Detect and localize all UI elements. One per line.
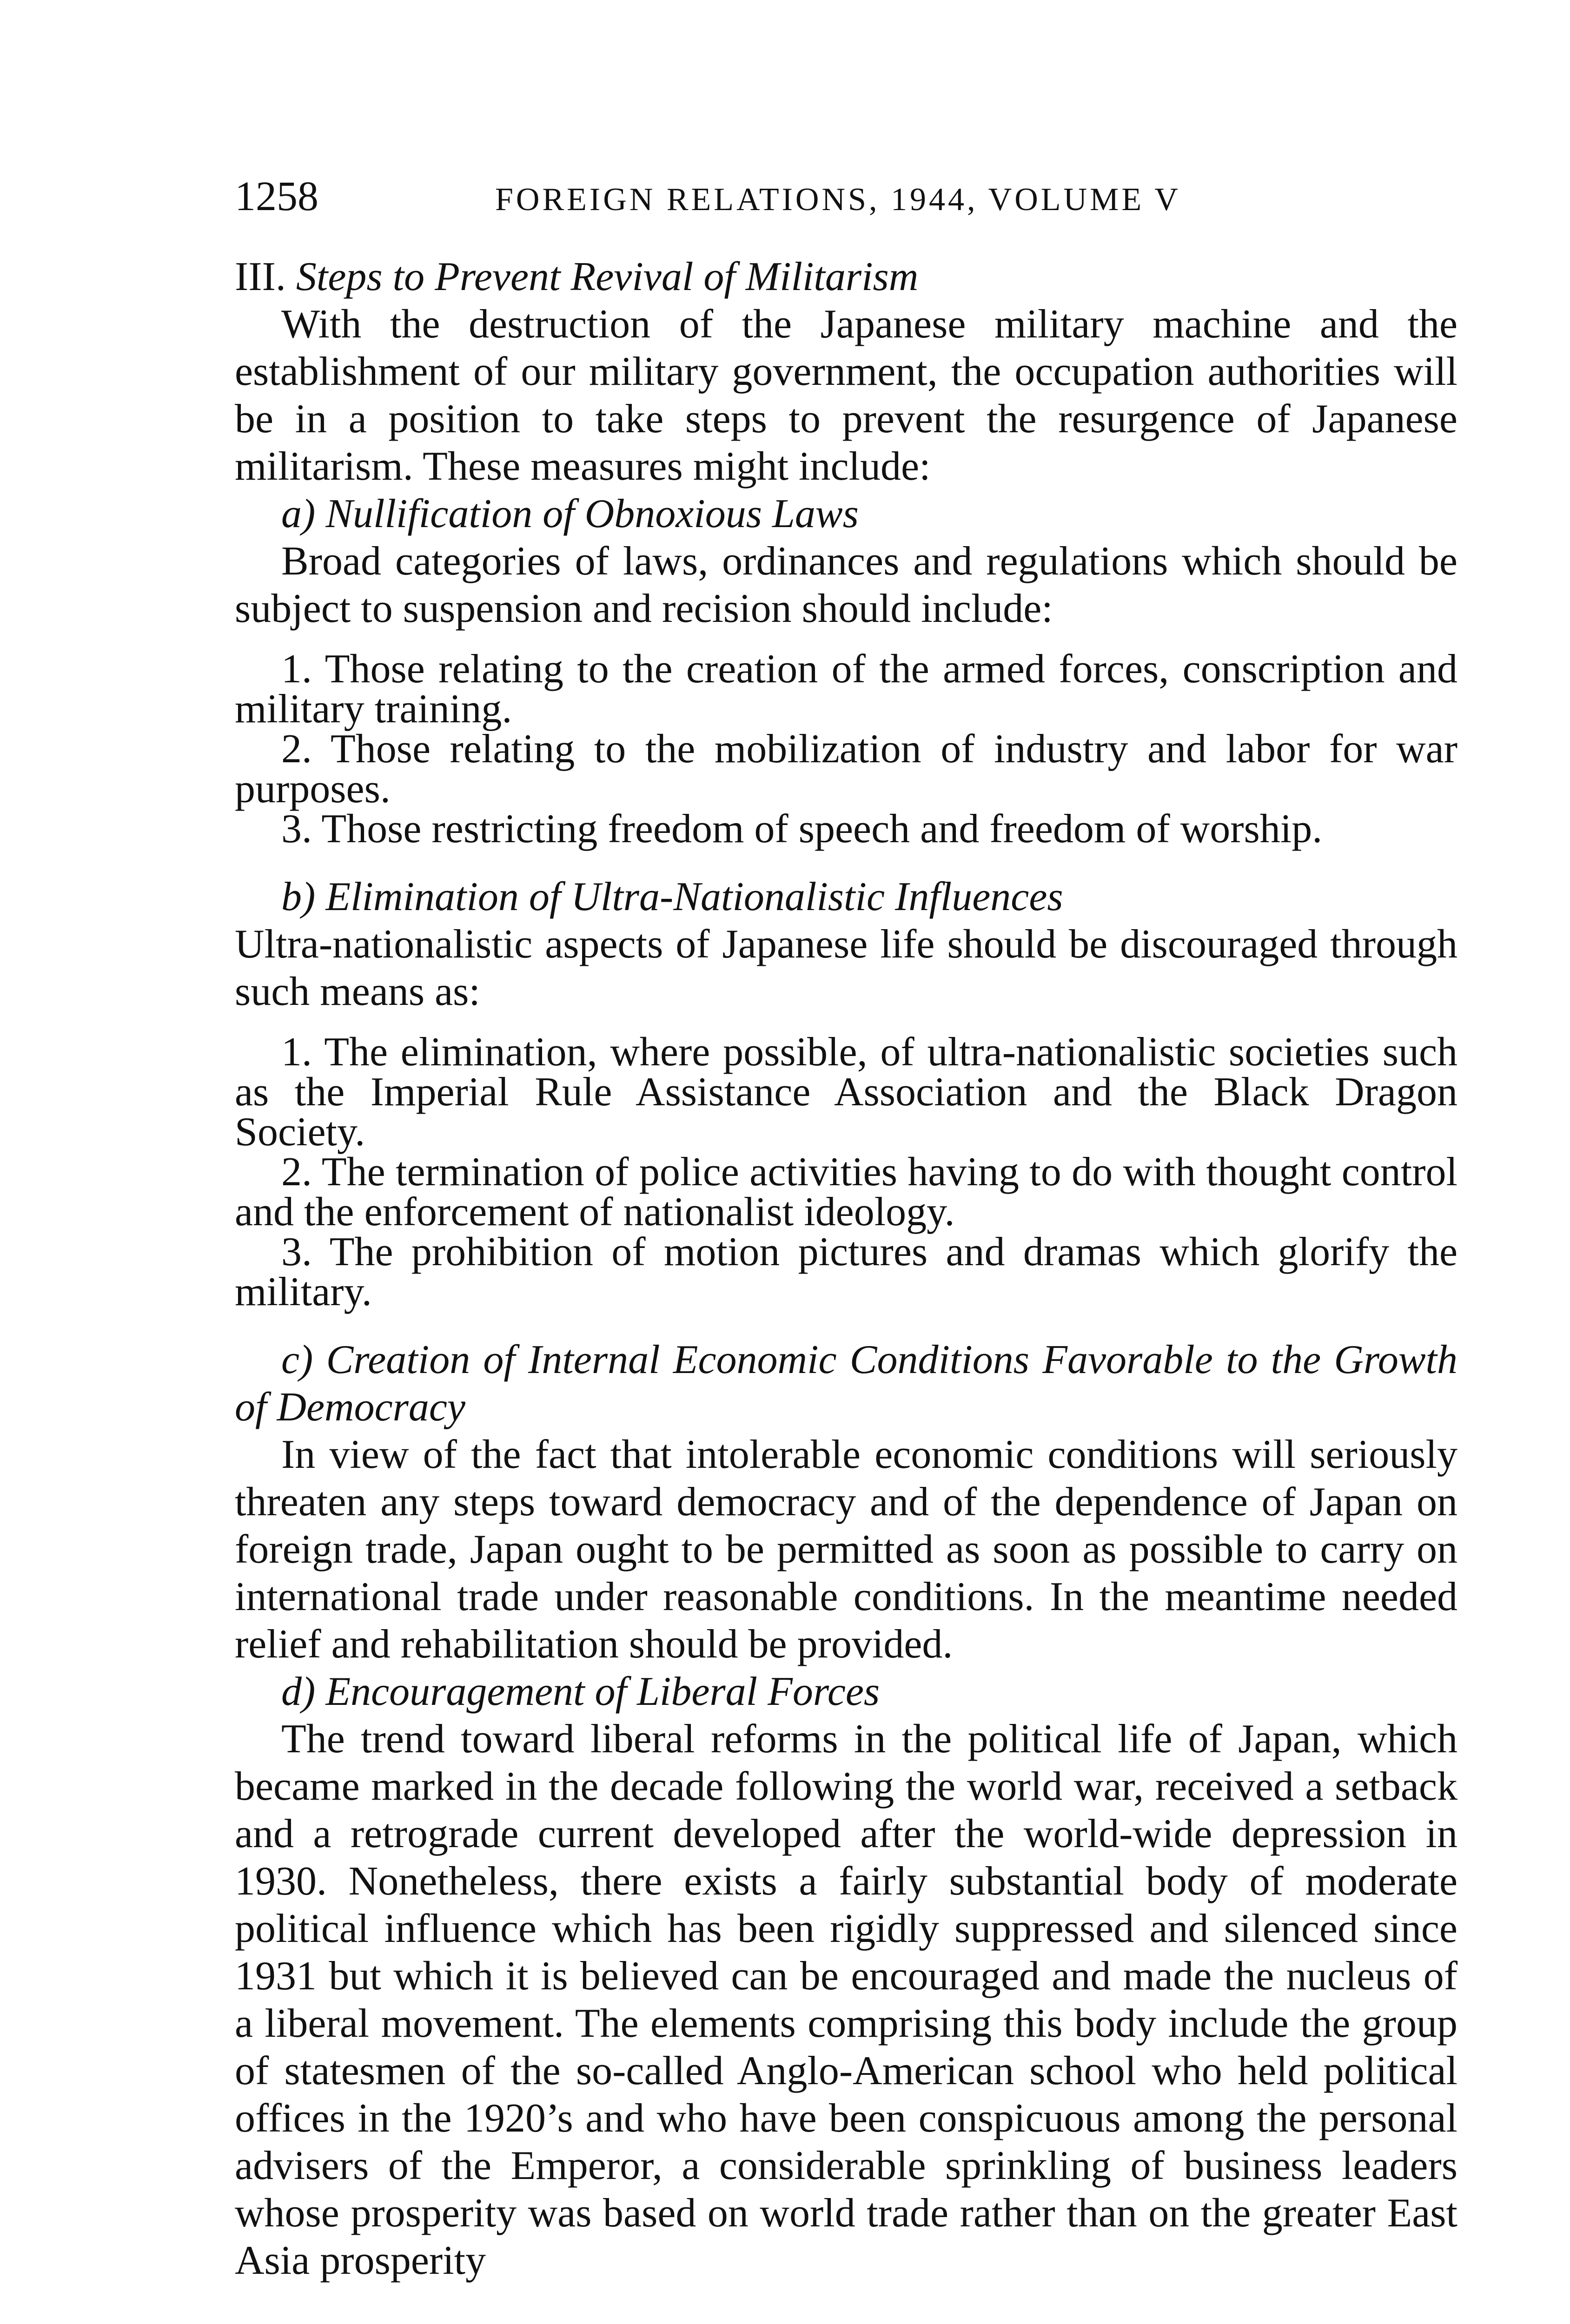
subsection-a-title: Nullification of Obnoxious Laws bbox=[325, 491, 859, 536]
subsection-a-letter: a) bbox=[281, 491, 316, 536]
subsection-c-title: Creation of Internal Economic Conditions Favorable to the Growth of Democracy bbox=[235, 1337, 1457, 1430]
subsection-a-heading bbox=[281, 490, 1457, 538]
running-title: FOREIGN RELATIONS, 1944, VOLUME V bbox=[495, 182, 1181, 218]
list-item: 3. Those restricting freedom of speech and freedom of worship. bbox=[281, 806, 1323, 852]
subsection-c-heading bbox=[235, 1336, 1457, 1431]
running-header bbox=[235, 171, 1490, 225]
page-number: 1258 bbox=[235, 173, 318, 219]
subsection-d-body: The trend toward liberal reforms in the political life of Japan, which became marked in the decade following the world war, received a setback and a retrograde current developed after the world-wide depression in 1930. Nonetheless, there exists a fairly substantial body of moderate political influence which has been rigidly suppressed and silenced since 1931 but which it is believed can be encouraged and made the nucleus of a liberal movement. The elements comprising this body include the group of statesmen of the so-called Anglo-American school who held political offices in the 1920’s and who have been conspicuous among the personal advisers of the Emperor, a considerable sprinkling of business leaders whose prosperity was based on world trade rather than on the greater East Asia prosperity bbox=[235, 1717, 1457, 2283]
subsection-b-title: Elimination of Ultra-Nationalistic Influences bbox=[325, 874, 1063, 919]
list-item: 3. The prohibition of motion pictures and dramas which glorify the military. bbox=[235, 1229, 1457, 1314]
subsection-b-heading bbox=[281, 873, 1457, 921]
list-item: 1. Those relating to the creation of the armed forces, conscription and military training. bbox=[235, 647, 1457, 732]
subsection-c-body: In view of the fact that intolerable economic conditions will seriously threaten any steps toward democracy and of the dependence of Japan on foreign trade, Japan ought to be permitted as soon as possible to carry on international trade under reasonable conditions. In the meantime needed relief and rehabilitation should be provided. bbox=[235, 1432, 1457, 1667]
section-heading bbox=[235, 253, 1457, 301]
subsection-c-letter: c) bbox=[281, 1337, 313, 1382]
section-numeral: III. bbox=[235, 254, 286, 299]
section-title: Steps to Prevent Revival of Militarism bbox=[296, 254, 919, 299]
list-item: 2. The termination of police activities having to do with thought control and the enforcement of nationalist ideology. bbox=[235, 1149, 1457, 1235]
subsection-d-letter: d) bbox=[281, 1669, 316, 1714]
list-item: 1. The elimination, where possible, of ultra-nationalistic societies such as the Imperial Rule Assistance Association and the Black Dragon Society. bbox=[235, 1030, 1457, 1155]
body-text bbox=[235, 253, 1457, 2284]
subsection-d-title: Encouragement of Liberal Forces bbox=[325, 1669, 880, 1714]
subsection-a-intro: Broad categories of laws, ordinances and regulations which should be subject to suspension and recision should include: bbox=[235, 539, 1457, 631]
section-intro: With the destruction of the Japanese military machine and the establishment of our military government, the occupation authorities will be in a position to take steps to prevent the resurgence of Japanese militarism. These measures might include: bbox=[235, 302, 1457, 489]
subsection-b-letter: b) bbox=[281, 874, 316, 919]
list-item: 2. Those relating to the mobilization of industry and labor for war purposes. bbox=[235, 726, 1457, 812]
subsection-d-heading bbox=[281, 1668, 1457, 1716]
subsection-b-intro: Ultra-nationalistic aspects of Japanese life should be discouraged through such means as: bbox=[235, 922, 1457, 1014]
